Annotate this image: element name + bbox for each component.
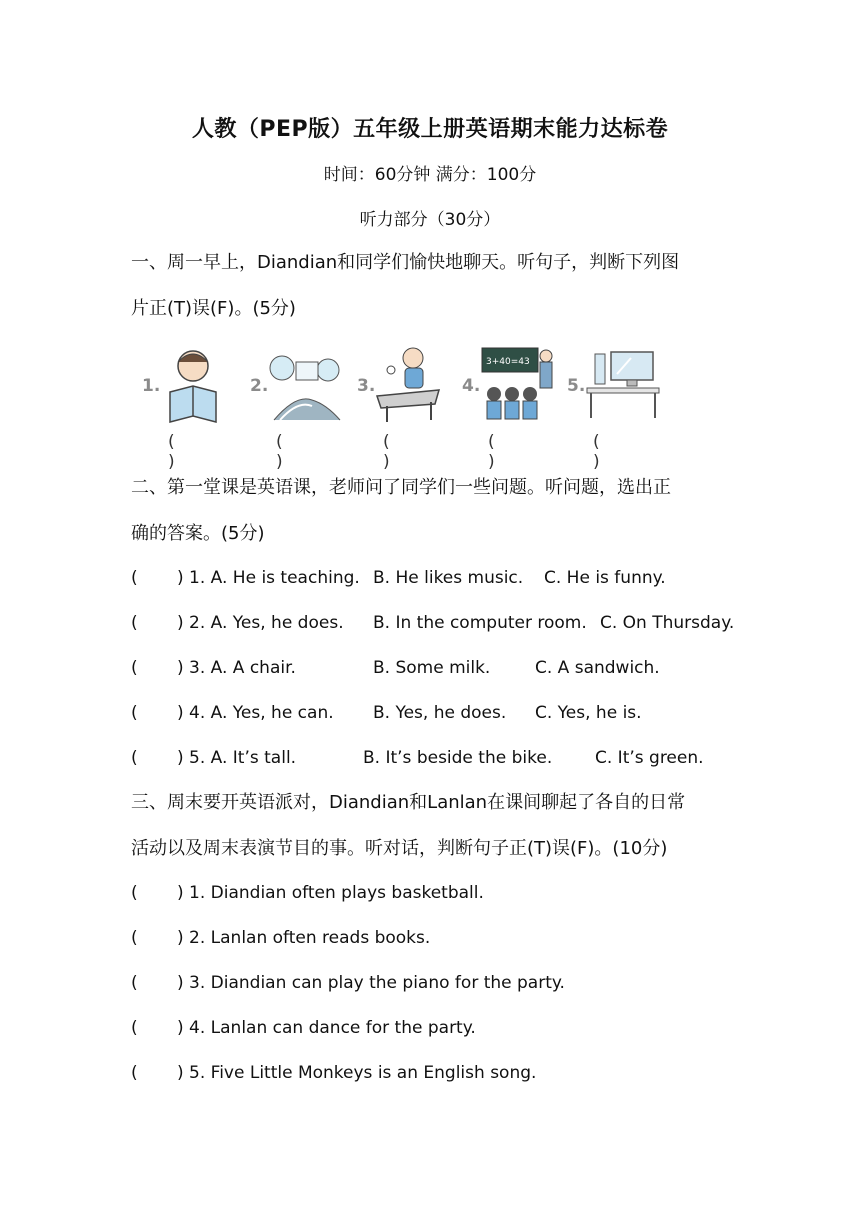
question-5: ( ) 5. A. It’s tall. B. It’s beside the bike. C. It’s green. — [131, 748, 704, 768]
section2-instruction: 二、第一堂课是英语课，老师问了同学们一些问题。听问题，选出正 确的答案。(5分) — [131, 477, 671, 544]
picture-3 — [355, 342, 455, 472]
section3-instruction: 三、周末要开英语派对，Diandian和Lanlan在课间聊起了各自的日常 活动以及周末表演节目的事。听对话，判断句子正(T)误(F)。(10分) — [131, 792, 686, 859]
part-title: 听力部分（30分） — [359, 210, 501, 230]
teacher-with-students-icon — [478, 344, 558, 424]
statement-4: ( ) 4. Lanlan can dance for the party. — [131, 1018, 476, 1038]
question-3: ( ) 3. A. A chair. B. Some milk. C. A sandwich. — [131, 658, 660, 678]
picture-number: 1. — [142, 376, 161, 396]
picture-4 — [460, 342, 560, 472]
statement-5: ( ) 5. Five Little Monkeys is an English song. — [131, 1063, 537, 1083]
question-4: ( ) 4. A. Yes, he can. B. Yes, he does. C. Yes, he is. — [131, 703, 642, 723]
statement-2: ( ) 2. Lanlan often reads books. — [131, 928, 431, 948]
question-2: ( ) 2. A. Yes, he does. B. In the computer room. C. On Thursday. — [131, 613, 735, 633]
answer-blank: ( ) — [488, 432, 535, 472]
answer-blank: ( ) — [593, 432, 640, 472]
picture-row — [140, 342, 680, 472]
picture-number: 2. — [250, 376, 269, 396]
answer-blank: ( ) — [276, 432, 323, 472]
answer-blank: ( ) — [383, 432, 430, 472]
picture-5 — [565, 342, 665, 472]
picture-1 — [140, 342, 240, 472]
boy-reading-book-icon — [158, 344, 228, 424]
answer-blank: ( ) — [168, 432, 215, 472]
computer-on-desk-icon — [583, 344, 663, 424]
park-scene-icon — [266, 344, 346, 424]
picture-number: 3. — [357, 376, 376, 396]
statement-3: ( ) 3. Diandian can play the piano for the party. — [131, 973, 565, 993]
question-1: ( ) 1. A. He is teaching. B. He likes music. C. He is funny. — [131, 568, 666, 588]
picture-2 — [248, 342, 348, 472]
picture-number: 5. — [567, 376, 586, 396]
boy-playing-ping-pong-icon — [373, 344, 443, 424]
section1-instruction: 一、周一早上，Diandian和同学们愉快地聊天。听句子，判断下列图 片正(T)误(F)。(5分) — [131, 252, 680, 319]
exam-title: 人教（PEP版）五年级上册英语期末能力达标卷 — [191, 117, 669, 142]
time-info: 时间：60分钟 满分：100分 — [323, 165, 537, 185]
picture-number: 4. — [462, 376, 481, 396]
statement-1: ( ) 1. Diandian often plays basketball. — [131, 883, 484, 903]
svg-text:3+40=43: 3+40=43 — [486, 357, 530, 367]
